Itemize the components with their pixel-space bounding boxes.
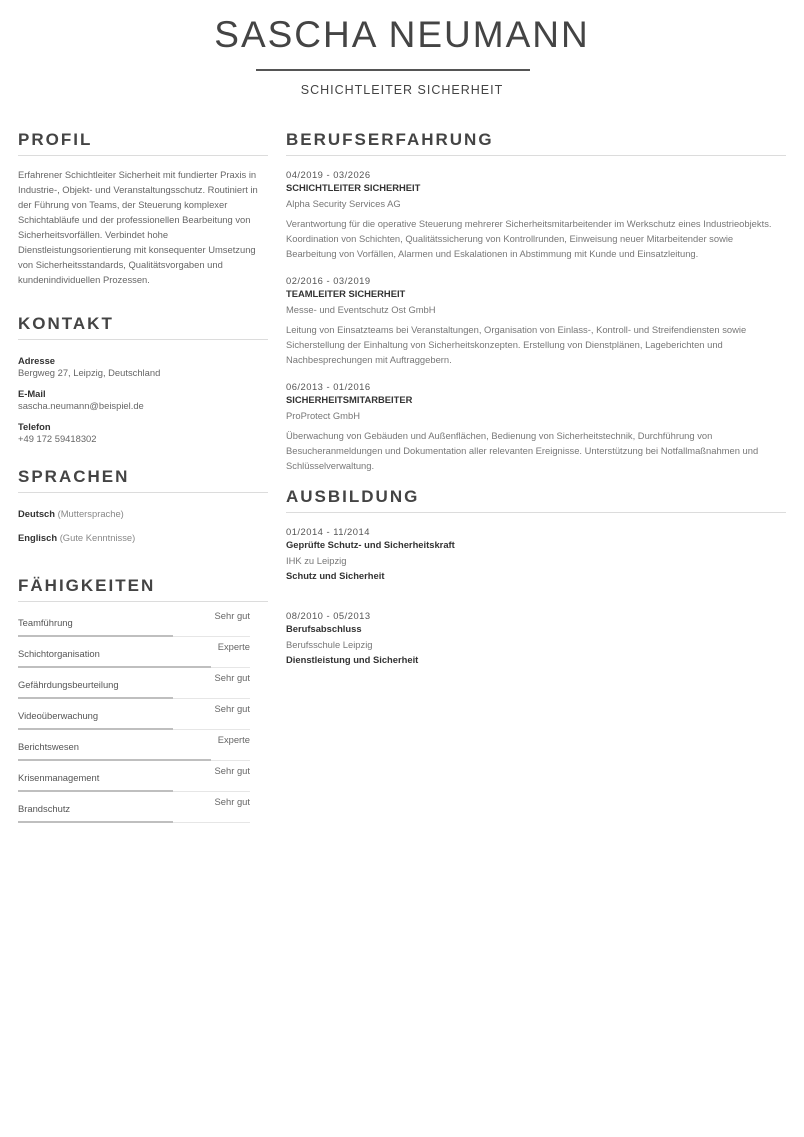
language-item [18, 532, 268, 544]
contact-section [18, 314, 268, 445]
profile-section [18, 130, 268, 287]
candidate-title: SCHICHTLEITER SICHERHEIT [300, 83, 504, 97]
education-field: Dienstleistung und Sicherheit [286, 654, 419, 665]
language-item [18, 508, 268, 520]
education-heading: AUSBILDUNG [286, 487, 786, 513]
contact-label: E-Mail [18, 388, 46, 399]
education-entry [286, 610, 786, 666]
job-entry [286, 275, 786, 367]
job-description: Leitung von Einsatzteams bei Veranstaltungen, Organisation von Einlass-, Kontroll- und Streifendiensten sowie Sicherstellung der Einhaltung von Sicherheitskonzepten. Erstellung von Dienstplänen, Lageberichten und Nachbesprechungen mit Auftraggebern. [286, 324, 747, 365]
skills-list [18, 606, 268, 823]
skills-section [18, 576, 268, 823]
job-company: ProProtect GmbH [286, 410, 360, 421]
skill-item [18, 668, 250, 699]
skill-level: Sehr gut [214, 765, 250, 776]
education-degree: Berufsabschluss [286, 623, 362, 634]
job-role: SICHERHEITSMITARBEITER [286, 394, 413, 405]
education-date: 08/2010 - 05/2013 [286, 610, 371, 621]
education-school: IHK zu Leipzig [286, 555, 347, 566]
job-description: Verantwortung für die operative Steuerung mehrerer Sicherheitsmitarbeitender im Werkschutz eines Industrieobjekts. Koordination von Schichten, Qualitätssicherung von Kontrollrunden, Einweisung neuer Mitarbeitender sowie Bearbeitung von Vorfällen, Alarmen und Eskalationen in Abstimmung mit Kunde und Einsatzleitung. [286, 218, 772, 259]
education-section [286, 487, 786, 666]
contact-item-email [18, 388, 268, 412]
skill-level: Sehr gut [214, 703, 250, 714]
job-role: SCHICHTLEITER SICHERHEIT [286, 182, 421, 193]
skill-name: Schichtorganisation [18, 648, 100, 659]
skill-item [18, 730, 250, 761]
skill-name: Brandschutz [18, 803, 71, 814]
profile-heading: PROFIL [18, 130, 268, 156]
header-divider [256, 69, 530, 71]
language-level: (Gute Kenntnisse) [59, 532, 136, 543]
language-level: (Muttersprache) [57, 508, 124, 519]
education-entry [286, 526, 786, 582]
language-name: Englisch [18, 532, 58, 543]
language-name: Deutsch [18, 508, 55, 519]
languages-heading: SPRACHEN [18, 467, 268, 493]
profile-text: Erfahrener Schichtleiter Sicherheit mit fundierter Praxis in Industrie-, Objekt- und Veranstaltungsschutz. Routiniert in der Führung von Teams, der Steuerung komplexer Schichtabläufe und der professionellen Bearbeitung von Sicherheitsvorfällen. Verbindet hohe Dienstleistungsorientierung mit konsequenter Umsetzung von Sicherheitsstandards, Qualitätsvorgaben und kundenindividuellen Prozessen. [18, 169, 258, 285]
skill-level: Experte [217, 734, 250, 745]
job-role: TEAMLEITER SICHERHEIT [286, 288, 406, 299]
contact-item-address [18, 355, 268, 379]
skill-item [18, 761, 250, 792]
contact-heading: KONTAKT [18, 314, 268, 340]
job-company: Alpha Security Services AG [286, 198, 401, 209]
job-entry [286, 381, 786, 473]
skill-level: Sehr gut [214, 610, 250, 621]
candidate-name: SASCHA NEUMANN [214, 14, 590, 55]
experience-heading: BERUFSERFAHRUNG [286, 130, 786, 156]
job-description: Überwachung von Gebäuden und Außenflächen, Bedienung von Sicherheitstechnik, Durchführung von Besucheranmeldungen und Dokumentation aller relevanten Ereignisse. Unterstützung bei Notfallmaßnahmen und Schlüsselverwaltung. [286, 430, 759, 471]
left-column [18, 130, 268, 823]
languages-section [18, 467, 268, 544]
skills-heading: FÄHIGKEITEN [18, 576, 268, 602]
skill-name: Teamführung [18, 617, 73, 628]
right-column [286, 130, 786, 694]
job-entry [286, 169, 786, 261]
contact-label: Telefon [18, 421, 51, 432]
education-field: Schutz und Sicherheit [286, 570, 385, 581]
skill-name: Videoüberwachung [18, 710, 99, 721]
education-date: 01/2014 - 11/2014 [286, 526, 370, 537]
skill-item [18, 606, 250, 637]
skill-level: Sehr gut [214, 796, 250, 807]
skill-bar [18, 821, 173, 823]
skill-item [18, 637, 250, 668]
education-school: Berufsschule Leipzig [286, 639, 373, 650]
contact-item-phone [18, 421, 268, 445]
address-value: Bergweg 27, Leipzig, Deutschland [18, 367, 161, 378]
skill-name: Berichtswesen [18, 741, 79, 752]
skill-item [18, 792, 250, 823]
job-date: 04/2019 - 03/2026 [286, 169, 371, 180]
job-date: 06/2013 - 01/2016 [286, 381, 371, 392]
skill-level: Experte [217, 641, 250, 652]
education-degree: Geprüfte Schutz- und Sicherheitskraft [286, 539, 455, 550]
skill-item [18, 699, 250, 730]
job-company: Messe- und Eventschutz Ost GmbH [286, 304, 436, 315]
skill-name: Gefährdungsbeurteilung [18, 679, 119, 690]
email-value: sascha.neumann@beispiel.de [18, 400, 144, 411]
skill-name: Krisenmanagement [18, 772, 100, 783]
phone-value: +49 172 59418302 [18, 433, 97, 444]
skill-level: Sehr gut [214, 672, 250, 683]
job-date: 02/2016 - 03/2019 [286, 275, 371, 286]
experience-section [286, 130, 786, 473]
contact-label: Adresse [18, 355, 56, 366]
